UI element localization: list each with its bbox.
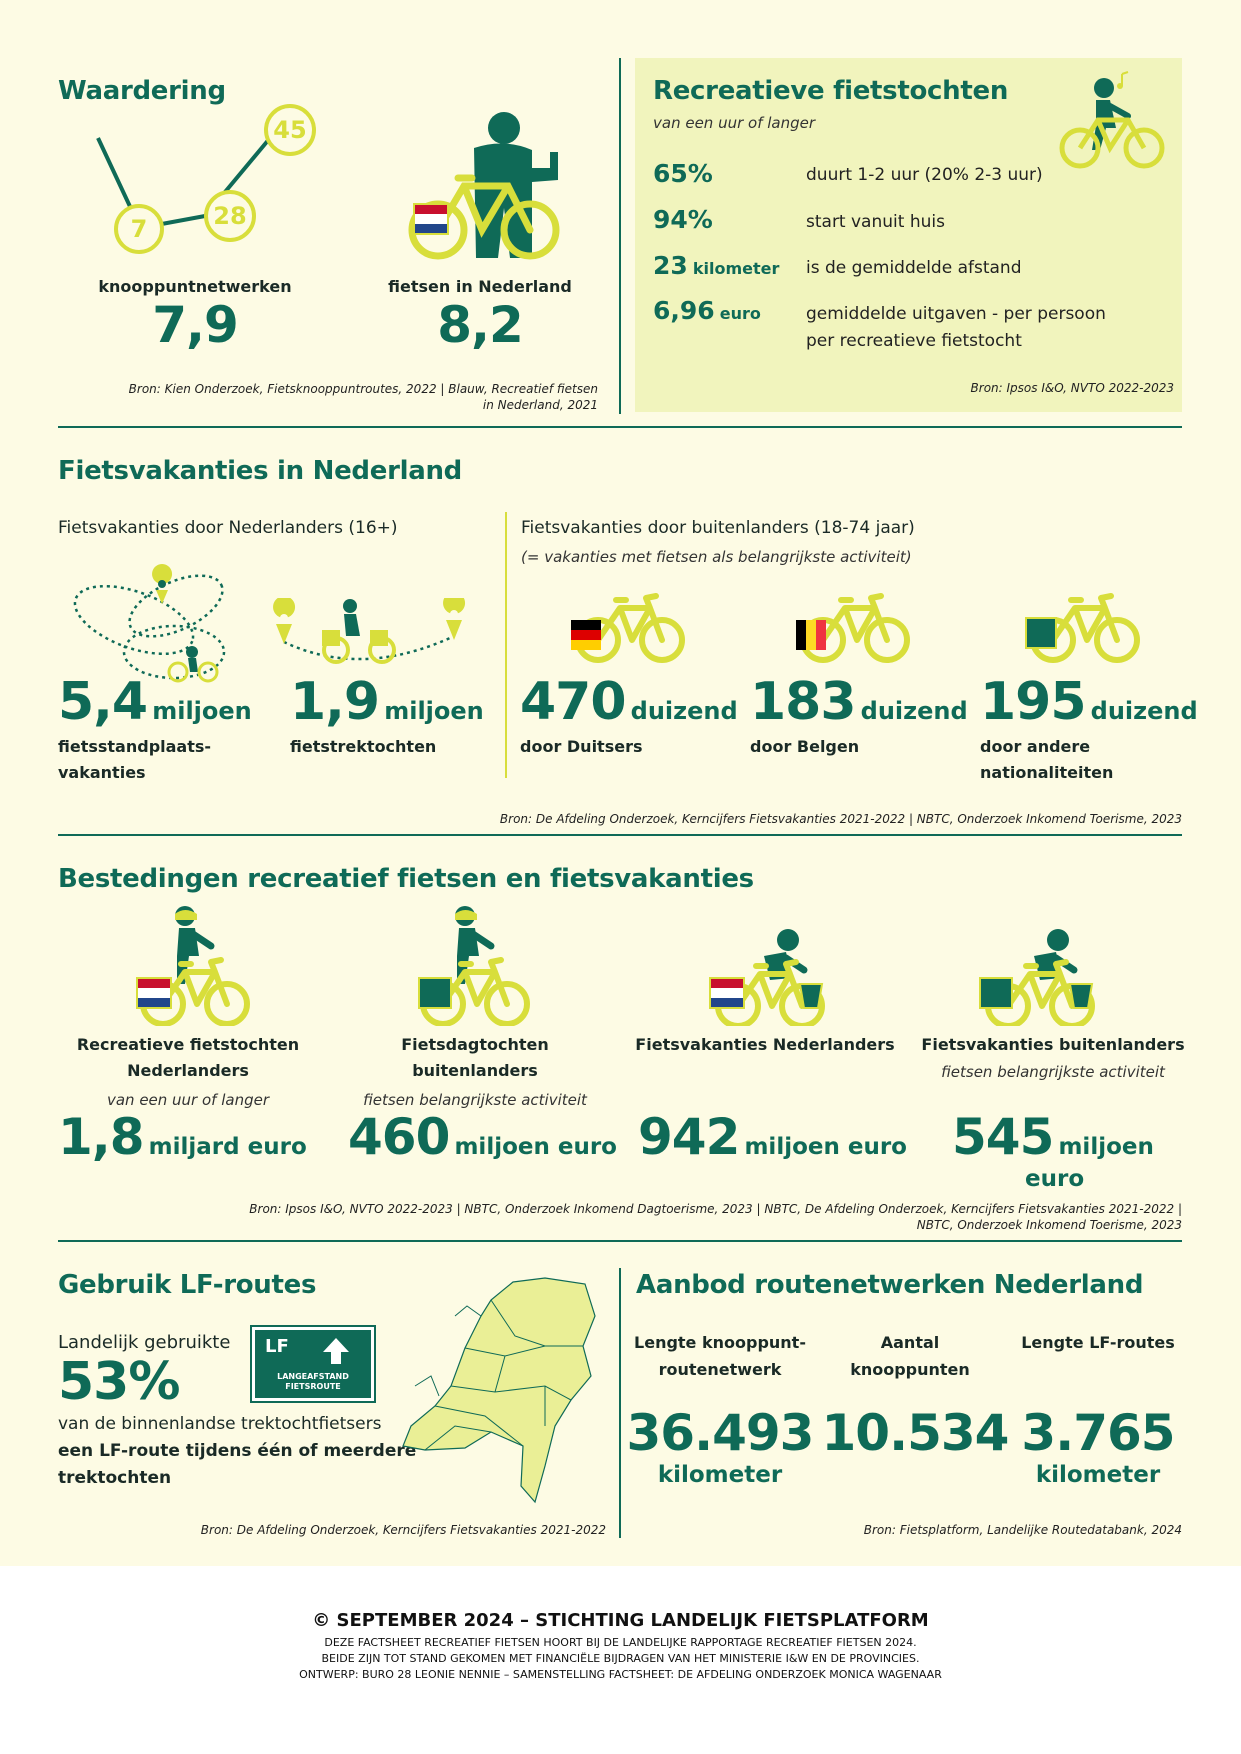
- stat-label: fietstrektochten: [290, 737, 437, 756]
- lf-line2: een LF-route tijdens één of meerdere: [58, 1441, 417, 1461]
- cyclist-music-icon: [1052, 70, 1172, 170]
- lf-sign-text2: FIETSROUTE: [285, 1382, 341, 1391]
- besteding-note: van een uur of langer: [106, 1091, 270, 1109]
- vakanties-nl-heading: Fietsvakanties door Nederlanders (16+): [58, 518, 398, 538]
- bike-other-icon: [1010, 582, 1160, 672]
- stat-desc: is de gemiddelde afstand: [806, 258, 1022, 278]
- besteding-label-2: Nederlanders: [127, 1061, 249, 1080]
- stat-unit: miljoen euro: [744, 1134, 907, 1160]
- stat-unit: miljoen: [1058, 1134, 1154, 1160]
- stat-number: 942: [638, 1108, 740, 1166]
- arrow-up-icon: [321, 1336, 351, 1366]
- recreatief-title: Recreatieve fietstochten: [653, 76, 1009, 106]
- waardering-source-line1: Bron: Kien Onderzoek, Fietsknooppuntroutes, 2022 | Blauw, Recreatief fietsen: [128, 382, 598, 396]
- divider-horizontal-3: [58, 1240, 1182, 1242]
- besteding-value-nl: [58, 1108, 307, 1166]
- lf-title: Gebruik LF-routes: [58, 1270, 317, 1300]
- waardering-source-line2: in Nederland, 2021: [482, 398, 598, 412]
- aanbod-label: Aantal: [880, 1333, 940, 1352]
- recreatief-stat-row: [653, 296, 761, 325]
- divider-vertical-top: [619, 58, 621, 414]
- stat-number: 1,9: [290, 672, 380, 732]
- besteding-label: Recreatieve fietstochten: [76, 1035, 300, 1054]
- stat-value: 23: [653, 251, 688, 280]
- besteding-value-vak-nl: [638, 1108, 907, 1166]
- besteding-value-dag: [348, 1108, 617, 1166]
- rating-value-fietsen: 8,2: [437, 296, 523, 354]
- cyclist-thumbsup-icon: [400, 108, 570, 268]
- aanbod-number: 36.493: [626, 1404, 814, 1462]
- recreatief-stat-row: [653, 159, 713, 188]
- stat-unit: duizend: [860, 697, 968, 725]
- vakanties-title: Fietsvakanties in Nederland: [58, 456, 462, 486]
- stat-label-2: vakanties: [58, 763, 146, 782]
- bestedingen-title: Bestedingen recreatief fietsen en fietsvakanties: [58, 864, 754, 894]
- stat-label: door Duitsers: [520, 737, 643, 756]
- stat-label: door Belgen: [750, 737, 860, 756]
- aanbod-unit: kilometer: [657, 1462, 783, 1488]
- stat-unit: miljoen euro: [454, 1134, 617, 1160]
- cyclist-vacation-nl-icon: [700, 926, 840, 1026]
- footer-line1: DEZE FACTSHEET RECREATIEF FIETSEN HOORT BIJ DE LANDELIJKE RAPPORTAGE RECREATIEF FIETSEN 2024.: [324, 1636, 917, 1649]
- stat-desc: start vanuit huis: [806, 212, 945, 232]
- rating-circle-7: 7: [114, 204, 164, 254]
- rating-circle-45: 45: [264, 104, 316, 156]
- stat-label-2: nationaliteiten: [980, 763, 1114, 782]
- bike-belgium-icon: [780, 582, 930, 672]
- stat-unit: miljoen: [384, 697, 484, 725]
- cyclist-day-foreign-icon: [405, 906, 545, 1026]
- aanbod-number: 10.534: [821, 1404, 1009, 1462]
- recreatief-source: Bron: Ipsos I&O, NVTO 2022-2023: [970, 381, 1174, 395]
- cyclist-nl-icon: [125, 906, 265, 1026]
- footer-line2: BEIDE ZIJN TOT STAND GEKOMEN MET FINANCIËLE BIJDRAGEN VAN HET MINISTERIE I&W EN DE PROVINCIES.: [321, 1652, 920, 1665]
- lf-sign-panel: [255, 1330, 371, 1398]
- vakanties-foreign-heading: Fietsvakanties door buitenlanders (18-74 jaar): [521, 518, 915, 538]
- rating-value-knooppunt: 7,9: [152, 296, 238, 354]
- stat-unit: duizend: [630, 697, 738, 725]
- vakantie-stat-belgen: [750, 672, 968, 732]
- divider-horizontal-1: [58, 426, 1182, 428]
- aanbod-unit: kilometer: [1035, 1462, 1161, 1488]
- divider-vertical-yellow: [505, 512, 507, 778]
- rating-label-fietsen: fietsen in Nederland: [388, 277, 572, 296]
- aanbod-label: Lengte LF-routes: [1021, 1333, 1175, 1352]
- aanbod-label-2: routenetwerk: [658, 1360, 782, 1379]
- stat-desc: gemiddelde uitgaven - per persoon: [806, 304, 1106, 324]
- lf-sign-text1: LANGEAFSTAND: [277, 1372, 349, 1381]
- aanbod-label-2: knooppunten: [850, 1360, 970, 1379]
- lf-source: Bron: De Afdeling Onderzoek, Kerncijfers Fietsvakanties 2021-2022: [200, 1523, 606, 1537]
- stat-unit: miljoen: [152, 697, 252, 725]
- footer-line3: ONTWERP: BURO 28 LEONIE NENNIE – SAMENSTELLING FACTSHEET: DE AFDELING ONDERZOEK MONICA WAGENAAR: [299, 1668, 942, 1681]
- lf-line1: van de binnenlandse trektochtfietsers: [58, 1414, 382, 1434]
- lf-logo-text: LF: [265, 1336, 289, 1357]
- lf-percentage: 53%: [58, 1352, 180, 1412]
- stat-unit: duizend: [1090, 697, 1198, 725]
- besteding-label: Fietsvakanties Nederlanders: [635, 1035, 895, 1054]
- vakantie-stat-overig: [980, 672, 1198, 732]
- aanbod-source: Bron: Fietsplatform, Landelijke Routedatabank, 2024: [863, 1523, 1182, 1537]
- stat-unit: euro: [719, 304, 761, 323]
- besteding-label-2: buitenlanders: [412, 1061, 538, 1080]
- stat-value: 94%: [653, 205, 713, 234]
- vakantie-stat-trektochten: [290, 672, 484, 732]
- standplaats-loop-icon: [64, 560, 239, 690]
- stat-unit: miljard euro: [148, 1134, 307, 1160]
- recreatief-subtitle: van een uur of langer: [653, 114, 816, 132]
- aanbod-number: 3.765: [1021, 1404, 1175, 1462]
- besteding-label: Fietsdagtochten: [401, 1035, 549, 1054]
- stat-number: 545: [952, 1108, 1054, 1166]
- lf-intro: Landelijk gebruikte: [58, 1332, 231, 1353]
- stat-unit: kilometer: [692, 259, 780, 278]
- netherlands-map-icon: [395, 1276, 615, 1506]
- stat-number: 183: [750, 672, 856, 732]
- stat-desc: duurt 1-2 uur (20% 2-3 uur): [806, 165, 1043, 185]
- divider-vertical-bottom: [619, 1268, 621, 1538]
- divider-horizontal-2: [58, 834, 1182, 836]
- besteding-note: fietsen belangrijkste activiteit: [941, 1063, 1165, 1081]
- lf-route-sign: [250, 1325, 376, 1403]
- bike-germany-icon: [555, 582, 705, 672]
- stat-number: 5,4: [58, 672, 148, 732]
- bestedingen-source-line1: Bron: Ipsos I&O, NVTO 2022-2023 | NBTC, Onderzoek Inkomend Dagtoerisme, 2023 | NBTC, De Afdeling Onderzoek, Kerncijfers Fietsvakanties 2021-2022 |: [249, 1202, 1182, 1216]
- aanbod-title: Aanbod routenetwerken Nederland: [636, 1270, 1144, 1300]
- rating-circle-28: 28: [204, 190, 256, 242]
- waardering-title: Waardering: [58, 76, 226, 106]
- stat-value: 6,96: [653, 296, 715, 325]
- vakanties-source: Bron: De Afdeling Onderzoek, Kerncijfers Fietsvakanties 2021-2022 | NBTC, Onderzoek Inkomend Toerisme, 2023: [499, 812, 1182, 826]
- aanbod-label: Lengte knooppunt-: [634, 1333, 806, 1352]
- stat-number: 460: [348, 1108, 450, 1166]
- stat-number: 195: [980, 672, 1086, 732]
- lf-line3: trektochten: [58, 1468, 172, 1488]
- vakantie-stat-duitsers: [520, 672, 738, 732]
- stat-number: 470: [520, 672, 626, 732]
- cyclist-vacation-foreign-icon: [970, 926, 1110, 1026]
- stat-label: fietsstandplaats-: [58, 737, 212, 756]
- bestedingen-source-line2: NBTC, Onderzoek Inkomend Toerisme, 2023: [916, 1218, 1182, 1232]
- stat-number: 1,8: [58, 1108, 144, 1166]
- recreatief-stat-row: [653, 251, 779, 280]
- besteding-label: Fietsvakanties buitenlanders: [921, 1035, 1185, 1054]
- rating-label-knooppunt: knooppuntnetwerken: [98, 277, 292, 296]
- besteding-value-vak-buit: [952, 1108, 1154, 1166]
- recreatief-stat-row: [653, 205, 713, 234]
- footer-title: © SEPTEMBER 2024 – STICHTING LANDELIJK FIETSPLATFORM: [312, 1610, 929, 1631]
- stat-desc-line2: per recreatieve fietstocht: [806, 331, 1022, 351]
- vakantie-stat-standplaats: [58, 672, 252, 732]
- vakanties-foreign-note: (= vakanties met fietsen als belangrijkste activiteit): [521, 548, 912, 566]
- stat-label: door andere: [980, 737, 1091, 756]
- stat-unit-2: euro: [1025, 1166, 1085, 1192]
- stat-value: 65%: [653, 159, 713, 188]
- besteding-note: fietsen belangrijkste activiteit: [363, 1091, 587, 1109]
